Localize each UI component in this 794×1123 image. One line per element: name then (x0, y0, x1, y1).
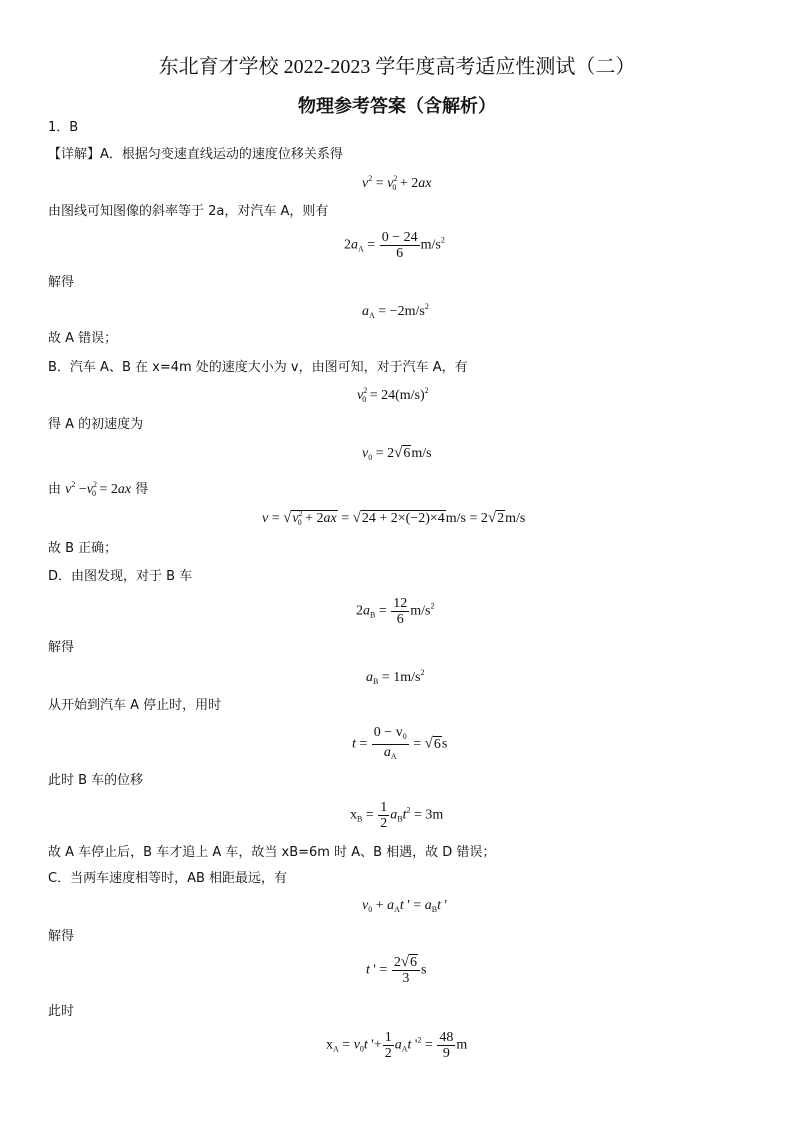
by-relation-line: 由 $v^2 -v^2_0 = 2ax$ 得 (48, 480, 149, 498)
D-wrong-text: 故 A 车停止后，B 车才追上 A 车，故当 xB=6m 时 A、B 相遇，故 D 错误； (48, 845, 496, 860)
by-prefix: 由 (48, 482, 62, 497)
t-numerator: 0 − v (373, 725, 403, 740)
B-disp-text: 此时 B 车的位移 (48, 773, 144, 788)
detail-intro: 【详解】A．根据匀变速直线运动的速度位移关系得 (48, 147, 343, 162)
t-unit: s (441, 736, 448, 752)
now-text: 此时 (48, 1004, 75, 1019)
answer-line: 1．B (48, 120, 79, 135)
tp-denominator: 3 (402, 971, 410, 986)
solve-label-1: 解得 (48, 275, 75, 290)
v0-radicand: 6 (403, 446, 411, 461)
formula-velocity-displacement: $v^2 = v^2_0 + 2ax$ (362, 174, 432, 192)
tp-unit: s (421, 962, 427, 978)
B-right-text: 故 B 正确； (48, 541, 118, 556)
frac-A-denominator: 6 (396, 246, 404, 261)
tp-coef: 2 (393, 955, 401, 970)
formula-aB-result: $a_B = 1m/s^2$ (366, 668, 425, 686)
formula-aA-result: $a_A = -2m/s^2$ (362, 302, 429, 320)
v-unit-1: m/s (445, 511, 466, 526)
t-denominator: a (383, 745, 391, 760)
C-intro-text: C．当两车速度相等时，AB 相距最远，有 (48, 871, 288, 886)
page-title: 东北育才学校 2022-2023 学年度高考适应性测试（二） (158, 56, 636, 78)
v0sq-value: = 24(m/s) (369, 388, 425, 403)
formula-v0-squared: $v^2_0 = 24(m/s)^2$ (357, 386, 429, 404)
formula-xB: $x_B$ = $\frac{1}{2}$ $a_Bt^2 = 3m$ (350, 800, 444, 831)
t-radicand: 6 (433, 736, 441, 752)
v-unit-2: m/s (505, 511, 526, 526)
solve-label-2: 解得 (48, 640, 75, 655)
xB-value: = 3m (413, 807, 444, 823)
A-wrong-text: 故 A 错误； (48, 331, 118, 346)
v0-coef: = 2 (375, 446, 395, 461)
xA-denominator: 9 (442, 1046, 450, 1061)
v-radicand-1: 24 + 2×(−2)×4 (361, 511, 445, 526)
formula-t: t = $\frac{0 - v_0}{a_A}$ = √6s (352, 725, 448, 761)
aB-value: = 1m/s (381, 670, 421, 685)
formula-v0: $v_0 = 2√6m/s$ (362, 445, 432, 462)
v0-unit: m/s (411, 446, 432, 461)
formula-aB-eq: $2a_B$ = $\frac{12}{6}$ $m/s^2$ (356, 596, 435, 627)
aA-value: = −2m/s (378, 304, 425, 319)
formula-aA-eq: $2a_A$ = $\frac{0 - 24}{6}$ $m/s^2$ (344, 230, 445, 261)
frac-B-numerator: 12 (393, 596, 408, 611)
t-rhs: = (413, 736, 425, 752)
frac-A-numerator: 0 − 24 (381, 230, 418, 245)
formula-v: $v = √v^2_0 + 2ax = √24 + 2\times(-2)\times 4m/s = 2√2m/s$ (262, 509, 526, 527)
solve-label-3: 解得 (48, 929, 75, 944)
A-initial-text: 得 A 的初速度为 (48, 417, 144, 432)
formula-t-prime: t ' = $\frac{2√6}{3}$ s (366, 954, 427, 986)
stop-time-text: 从开始到汽车 A 停止时，用时 (48, 698, 222, 713)
xA-unit: m (456, 1037, 468, 1053)
formula-xA: $x_A = v_0t$ '+ $\frac{1}{2}$ $a_At$ '$^2$ = $\frac{48}{9}$ m (326, 1030, 468, 1061)
B-intro-text: B．汽车 A、B 在 x=4m 处的速度大小为 v，由图可知，对于汽车 A，有 (48, 360, 468, 375)
formula-equal-speed: $v_0 + a_At$ ' = $a_Bt$ ' (362, 898, 447, 914)
tp-radicand: 6 (410, 955, 418, 970)
D-intro-text: D．由图发现，对于 B 车 (48, 569, 193, 584)
frac-B-denominator: 6 (396, 612, 404, 627)
xA-numerator: 48 (439, 1030, 454, 1045)
v-rhs-coef: = 2 (469, 511, 488, 526)
v-radicand-2: 2 (497, 511, 505, 526)
graph-slope-text: 由图线可知图像的斜率等于 2a，对汽车 A，则有 (48, 204, 329, 219)
page-subtitle: 物理参考答案（含解析） (298, 96, 496, 117)
by-suffix: 得 (135, 482, 149, 497)
